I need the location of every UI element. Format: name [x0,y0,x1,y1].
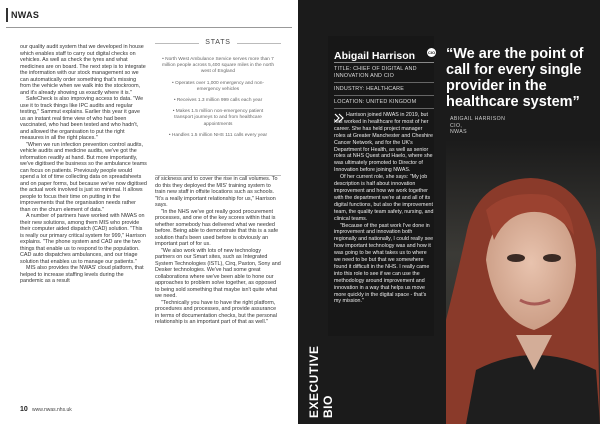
bio-text [334,112,434,305]
stats-box [155,39,281,174]
article-paragraph: "When we run infection prevention control audits, vehicle audits and medicine audits, we've got the information readily at hand. But more importantly, we've digitised the business so the ambulance teams can focus on patients. Previously people would spend a lot of time collecting data on spreadsheets and on paper forms, but because we've now digitised the actual work involved is just so minimal. It allows people to focus their time on putting in the improvements that the organisation needs rather than on the churn element of data." [20,141,147,213]
page-number: 10 [20,406,28,413]
stats-rule [237,43,281,44]
bio-name-row [334,46,434,60]
portrait-photo [446,140,600,424]
header-rule [6,27,292,28]
bio-rule [334,82,434,83]
bio-rule [334,108,434,109]
middle-article-column [155,176,281,326]
article-paragraph: A number of partners have worked with NWAS on their new solutions, among them MIS who provide their computer aided dispatch (CAD) solution. "This is really our primary critical system for 999," Harrison explains. "The phone system and CAD are the two things that enable us to respond to the population. CAD auto dispatches ambulances, and our triage solution that enables us to manage our patients." [20,213,146,265]
article-paragraph: MIS also provides the NWAS' cloud platform, that helped to increase staffing levels during the pandemic as a result [20,265,144,284]
stats-item: • North West Ambulance Service serves more than 7 million people across 5,400 square miles in the north west of England [162,57,274,75]
bio-paragraph: Of her current role, she says: "My job description is half about innovation improvement and how we work together with the department we're at and all of its digital functions, but also the improvement team, the quality team safety, nursing, and clinical teams. [334,174,434,222]
stats-item: • Receives 1.3 million 999 calls each year [173,98,263,104]
executive-bio-label: EXECUTIVE BIO [307,345,335,418]
pull-quote-attribution [450,116,570,136]
article-paragraph: SafeCheck is also improving access to data. "We use it to track things like IPC audits and regular testing," Sammut explains. Earlier this year it gave us an instant real time view of who had been vaccinated, who had been tested and who hadn't, and allowed the organisation to put the right measures in all the right places." [20,96,144,141]
section-marker [6,8,8,22]
article-paragraph: "Technically you have to have the right platform, procedures and processes, and provide assurance in terms of documentation checks, but the personal relationship is an important part of that as well." [155,299,277,325]
bio-name: Abigail Harrison [334,50,416,62]
bio-rule [334,95,434,96]
article-paragraph: "In the NHS we've got really good procurement processes, and one of the key scores within that is whether somebody has delivered what we needed before. Being able to demonstrate that this is a safe solution that's been used before is obviously an important part of for us. [155,208,279,247]
bio-rule [334,62,434,63]
bio-paragraph: Harrison joined NWAS in 2019, but has worked in healthcare for most of her career. She has held project manager roles at Greater Manchester and Cheshire Cancer Network, and for the UK's Department for Health, as well as senior roles at NHS Quest and Haelo, where she was ultimately promoted to Director of Innovation before joining NWAS. [334,112,433,174]
right-page [298,0,600,424]
bio-industry: INDUSTRY: HEALTHCARE [334,86,404,92]
stats-item: • Handles 1.5 million NHS 111 calls every year [168,132,268,138]
bio-location: LOCATION: UNITED KINGDOM [334,99,417,105]
stats-item: • Makes 1.5 million non-emergency patient transport journeys to and from healthcare appointments [172,109,264,127]
attribution-org: NWAS [450,129,467,135]
footer-url[interactable]: www.nwas.nhs.uk [32,407,72,413]
article-paragraph: our quality audit system that we developed in house which enables staff to carry out digital checks on vehicles. As well as check the tyres and what medicines are on board. The next step is to integrate the information with our stock management so we can automatically order something that's missing from the vehicle when we walk into the stockroom, and it's already showing us exactly where it is." [20,44,146,96]
stats-title: STATS [205,39,231,46]
stats-list [159,57,277,144]
pull-quote: “We are the point of call for every single provider in the healthcare system” [446,46,584,110]
article-paragraph: of sickness and to cover the rise in call volumes. To do this they deployed the MIS' training system to train new staff in offsite locations such as schools. "It's a really important relationship for us," Harrison says. [155,176,278,208]
attribution-role: CIO, [450,122,463,129]
cio-badge: CIO [427,50,436,55]
stats-item: • Operates over 1,000 emergency and non-emergency vehicles [171,80,265,92]
attribution-name: ABIGAIL HARRISON [450,116,506,122]
left-article-column [20,44,147,285]
section-label: NWAS [11,10,40,20]
bio-paragraph: "Because of the past work I've done in improvement and innovation both regionally and nationally, I could really see how important technology was and how it was going to be what takes us to where we need to be but that we somewhere found it difficult in the NHS. I really came into this role to see if we can use the methodology around improvement and innovation in a way that helps us move more quickly in the digital space - that's my mission." [334,222,434,305]
article-paragraph: "We also work with lots of new technology partners on our Smart sites, such as Integrated System Technologies (ISTL), Cirq, Paxton, Sony and Desker technologies. We've had some great collaborations where we've been able to hone our approaches to problem solve together, as opposed to being sold something that maybe isn't quite what we need. [155,247,281,299]
bio-title: TITLE: CHIEF OF DIGITAL AND INNOVATION AND CIO [334,66,417,79]
left-page [0,0,298,424]
